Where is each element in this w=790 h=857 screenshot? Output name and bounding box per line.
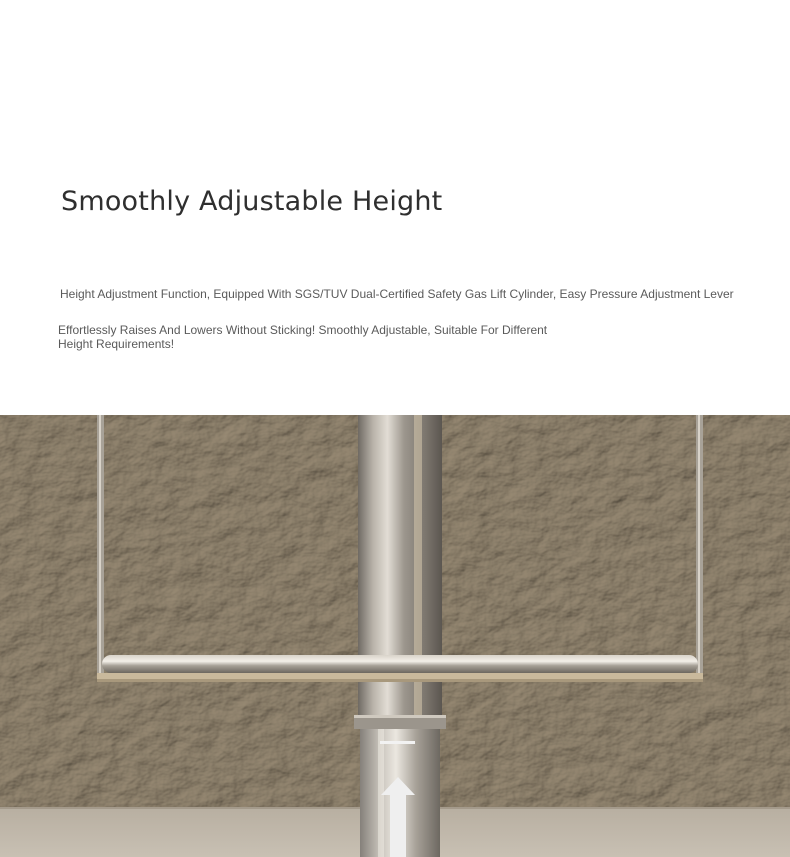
height-marker-line (380, 741, 415, 744)
footrest-crossbar (102, 655, 698, 673)
feature-description: Height Adjustment Function, Equipped With SGS/TUV Dual-Certified Safety Gas Lift Cylinder, Easy Pressure Adjustment Lever (60, 287, 734, 301)
feature-benefit: Effortlessly Raises And Lowers Without Sticking! Smoothly Adjustable, Suitable For Different Height Requirements! (58, 323, 548, 351)
text-section (0, 0, 790, 415)
product-photo (0, 415, 790, 857)
section-title: Smoothly Adjustable Height (61, 186, 443, 217)
